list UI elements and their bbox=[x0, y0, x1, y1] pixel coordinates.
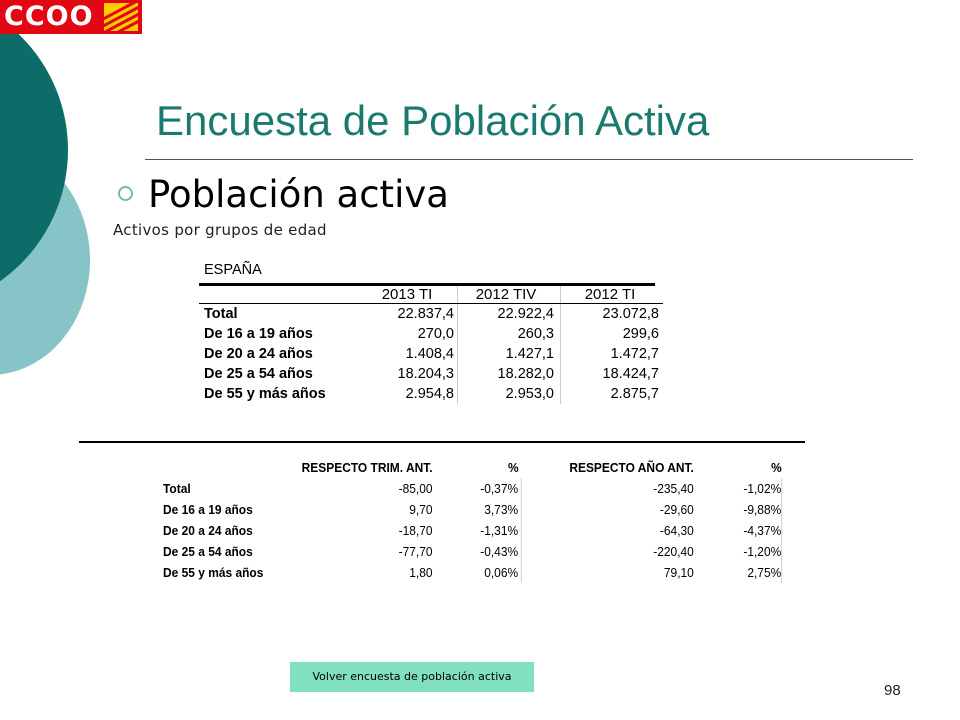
page-number: 98 bbox=[884, 682, 901, 699]
header-cell: 2012 TI bbox=[561, 286, 664, 304]
table1-region-label: ESPAÑA bbox=[204, 262, 262, 278]
table-cell: 23.072,8 bbox=[561, 304, 664, 325]
ccoo-logo bbox=[0, 0, 142, 34]
table-cell: 2,75% bbox=[701, 562, 782, 583]
table-row bbox=[163, 562, 782, 583]
row-label: De 55 y más años bbox=[204, 386, 326, 402]
table-cell: 18.282,0 bbox=[458, 364, 561, 384]
header-cell: 2012 TIV bbox=[458, 286, 561, 304]
table-cell: 79,10 bbox=[663, 565, 694, 580]
table-cell: 0,06% bbox=[438, 562, 521, 583]
table-row bbox=[163, 541, 782, 562]
table-cell: -1,20% bbox=[701, 541, 782, 562]
table-cell: -235,40 bbox=[653, 481, 694, 496]
table-row bbox=[163, 478, 782, 499]
table-cell: -9,88% bbox=[701, 499, 782, 520]
table-cell: -1,31% bbox=[438, 520, 521, 541]
header-cell bbox=[199, 286, 360, 304]
table2-top-rule bbox=[79, 441, 805, 443]
table-cell: -64,30 bbox=[659, 523, 694, 538]
table-cell: 299,6 bbox=[561, 324, 664, 344]
table-cell: 270,0 bbox=[417, 326, 454, 342]
header-cell: RESPECTO TRIM. ANT. bbox=[301, 460, 433, 475]
header-cell bbox=[163, 458, 281, 478]
table-row bbox=[199, 304, 663, 325]
table-cell: 2.875,7 bbox=[561, 384, 664, 404]
table-cell: 9,70 bbox=[409, 502, 433, 517]
header-cell: % bbox=[771, 460, 782, 475]
section-subheading: Activos por grupos de edad bbox=[113, 221, 327, 239]
header-cell: % bbox=[507, 460, 519, 475]
page-title: Encuesta de Población Activa bbox=[156, 97, 710, 144]
table-cell: 3,73% bbox=[438, 499, 521, 520]
table-cell: 1.408,4 bbox=[405, 346, 454, 362]
table-cell: -0,43% bbox=[438, 541, 521, 562]
aragon-flag-icon bbox=[104, 3, 138, 31]
table-row bbox=[199, 364, 663, 384]
table-cell: 1.472,7 bbox=[561, 344, 664, 364]
table-cell: -220,40 bbox=[653, 544, 694, 559]
header-cell: 2013 TI bbox=[360, 286, 458, 304]
table-row bbox=[199, 344, 663, 364]
row-label: De 20 a 24 años bbox=[204, 346, 313, 362]
variation-table bbox=[163, 458, 782, 583]
table-cell: -29,60 bbox=[659, 502, 694, 517]
table-cell: -77,70 bbox=[398, 544, 433, 559]
row-label: Total bbox=[163, 481, 191, 496]
table-header-row bbox=[199, 286, 663, 304]
title-divider bbox=[145, 159, 913, 160]
table-cell: -18,70 bbox=[398, 523, 433, 538]
header-cell: RESPECTO AÑO ANT. bbox=[569, 460, 694, 475]
table-cell: 2.954,8 bbox=[405, 386, 454, 402]
table-cell: -85,00 bbox=[398, 481, 433, 496]
table-cell: 18.424,7 bbox=[561, 364, 664, 384]
table-cell: 22.922,4 bbox=[458, 304, 561, 325]
table-cell: -4,37% bbox=[701, 520, 782, 541]
table-row bbox=[163, 520, 782, 541]
table-cell: 22.837,4 bbox=[397, 306, 454, 322]
row-label: De 20 a 24 años bbox=[163, 523, 253, 538]
table-cell: -1,02% bbox=[701, 478, 782, 499]
table-cell: 1,80 bbox=[409, 565, 433, 580]
row-label: De 25 a 54 años bbox=[204, 366, 313, 382]
section-heading: Población activa bbox=[148, 173, 449, 216]
table-cell: 1.427,1 bbox=[458, 344, 561, 364]
back-to-survey-button[interactable]: Volver encuesta de población activa bbox=[290, 662, 534, 692]
table-row bbox=[199, 324, 663, 344]
table-row bbox=[163, 499, 782, 520]
row-label: De 16 a 19 años bbox=[204, 326, 313, 342]
table-cell: 2.953,0 bbox=[458, 384, 561, 404]
table-cell: 18.204,3 bbox=[397, 366, 454, 382]
row-label: Total bbox=[204, 306, 238, 322]
table-cell: 260,3 bbox=[458, 324, 561, 344]
table-cell: -0,37% bbox=[438, 478, 521, 499]
bullet-circle-icon bbox=[118, 186, 133, 201]
table-header-row bbox=[163, 458, 782, 478]
logo-text: CCOO bbox=[4, 1, 94, 32]
active-population-table bbox=[199, 286, 663, 404]
row-label: De 55 y más años bbox=[163, 565, 264, 580]
row-label: De 16 a 19 años bbox=[163, 502, 253, 517]
table-row bbox=[199, 384, 663, 404]
row-label: De 25 a 54 años bbox=[163, 544, 253, 559]
